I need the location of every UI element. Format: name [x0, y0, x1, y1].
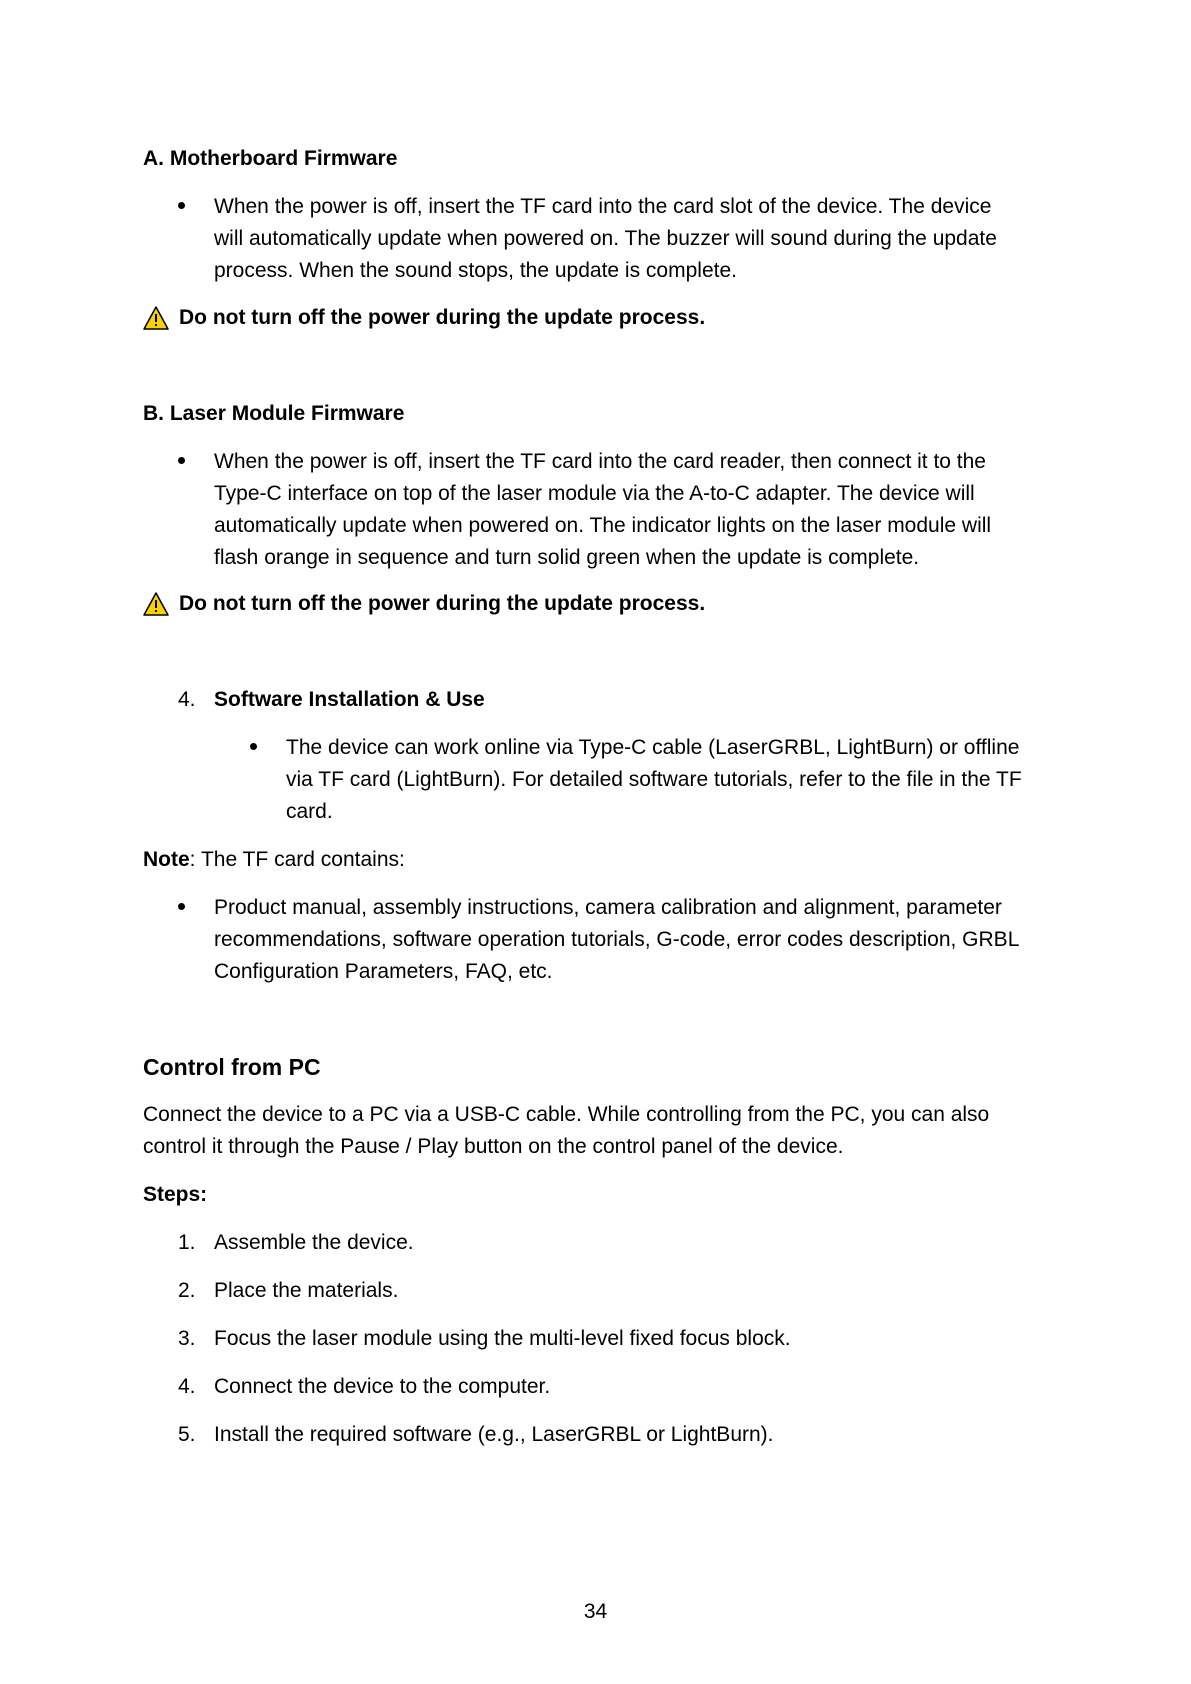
- text-line: will automatically update when powered on. The buzzer will sound during the update: [214, 227, 997, 250]
- steps-label: Steps:: [143, 1183, 208, 1206]
- warning-text: Do not turn off the power during the update process.: [179, 592, 706, 615]
- section-b-warning: [143, 588, 705, 620]
- text-line: The device can work online via Type-C cable (LaserGRBL, LightBurn) or offline: [286, 736, 1020, 759]
- text-line: When the power is off, insert the TF card into the card slot of the device. The device: [214, 195, 992, 218]
- step-number: 1.: [178, 1231, 196, 1254]
- step-text: Install the required software (e.g., LaserGRBL or LightBurn).: [214, 1423, 774, 1446]
- step-number: 3.: [178, 1327, 196, 1350]
- control-heading: Control from PC: [143, 1054, 321, 1080]
- software-heading: Software Installation & Use: [214, 688, 485, 711]
- text-line: flash orange in sequence and turn solid green when the update is complete.: [214, 546, 920, 569]
- bullet-icon: [178, 892, 185, 924]
- bullet-icon: [178, 191, 185, 223]
- section-a-bullet: [214, 191, 1074, 287]
- text-line: Connect the device to a PC via a USB-C cable. While controlling from the PC, you can also: [143, 1103, 990, 1126]
- list-number: 4.: [178, 688, 196, 711]
- text-line: recommendations, software operation tutorials, G-code, error codes description, GRBL: [214, 928, 1020, 951]
- text-line: When the power is off, insert the TF card into the card reader, then connect it to the: [214, 450, 986, 473]
- step-number: 5.: [178, 1423, 196, 1446]
- bullet-icon: [250, 732, 257, 764]
- step-number: 2.: [178, 1279, 196, 1302]
- software-bullet: [286, 732, 1086, 828]
- text-line: Type-C interface on top of the laser module via the A-to-C adapter. The device will: [214, 482, 975, 505]
- warning-triangle-icon: [143, 306, 169, 330]
- section-a-warning: [143, 302, 705, 334]
- step-text: Assemble the device.: [214, 1231, 414, 1254]
- step-text: Connect the device to the computer.: [214, 1375, 551, 1398]
- step-number: 4.: [178, 1375, 196, 1398]
- step-text: Place the materials.: [214, 1279, 399, 1302]
- bullet-icon: [178, 446, 185, 478]
- note-label: Note: [143, 848, 190, 871]
- text-line: Configuration Parameters, FAQ, etc.: [214, 960, 553, 983]
- page-number: 34: [583, 1600, 608, 1623]
- note-text: : The TF card contains:: [189, 848, 405, 871]
- note-line: [143, 844, 405, 876]
- section-b-heading: B. Laser Module Firmware: [143, 402, 405, 425]
- section-a-heading: A. Motherboard Firmware: [143, 147, 398, 170]
- text-line: control it through the Pause / Play button on the control panel of the device.: [143, 1135, 844, 1158]
- text-line: card.: [286, 800, 333, 823]
- text-line: Product manual, assembly instructions, camera calibration and alignment, parameter: [214, 896, 1002, 919]
- text-line: via TF card (LightBurn). For detailed software tutorials, refer to the file in the TF: [286, 768, 1022, 791]
- section-b-bullet: [214, 446, 1074, 574]
- text-line: process. When the sound stops, the update is complete.: [214, 259, 737, 282]
- control-paragraph: [143, 1099, 1063, 1163]
- note-bullet: [214, 892, 1074, 988]
- warning-text: Do not turn off the power during the update process.: [179, 306, 706, 329]
- warning-triangle-icon: [143, 592, 169, 616]
- step-text: Focus the laser module using the multi-level fixed focus block.: [214, 1327, 791, 1350]
- text-line: automatically update when powered on. The indicator lights on the laser module will: [214, 514, 992, 537]
